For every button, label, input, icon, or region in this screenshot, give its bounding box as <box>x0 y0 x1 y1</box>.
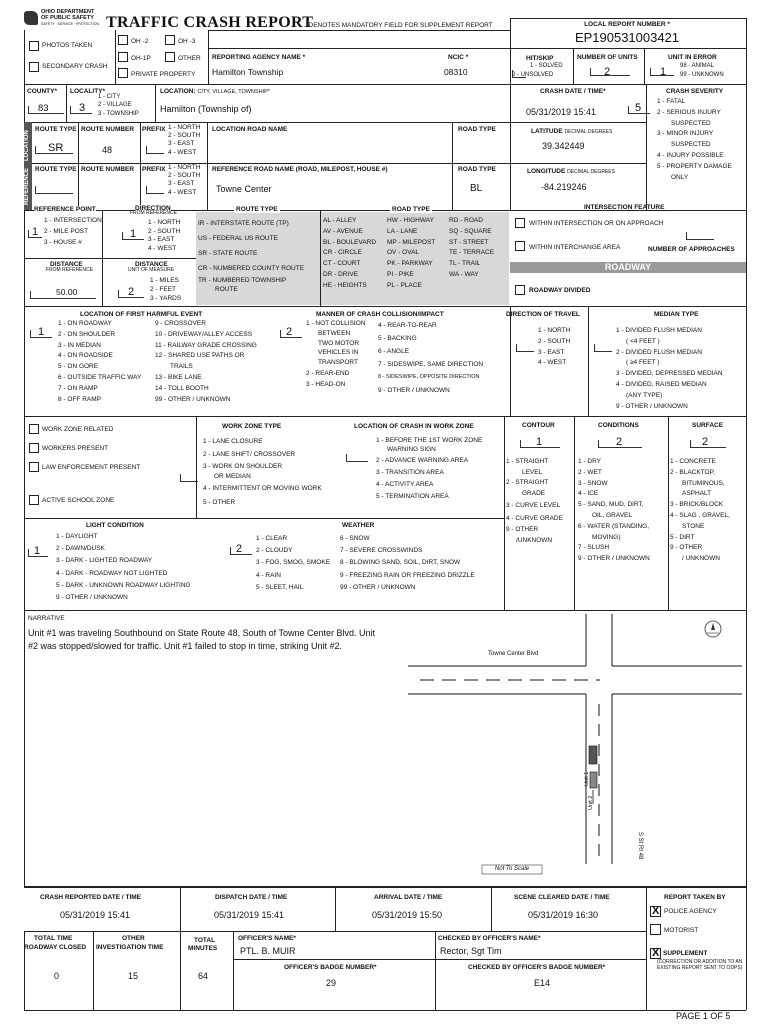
local-report-number-label: LOCAL REPORT NUMBER * <box>584 21 670 28</box>
cleared-label: SCENE CLEARED DATE / TIME <box>514 894 610 901</box>
location-label: LOCATION: CITY, VILLAGE, TOWNSHIP* <box>160 88 270 95</box>
weather-col2: 6 - SNOW 7 - SEVERE CROSSWINDS 8 - BLOWING SAND, SOIL, DIRT, SNOW 9 - FREEZING RAIN OR FREEZING DRIZZLE 99 - OTHER / UNKNOWN <box>340 535 475 591</box>
page-title: TRAFFIC CRASH REPORT <box>106 14 314 31</box>
contour-label: CONTOUR <box>522 422 555 429</box>
road-name-label: LOCATION ROAD NAME <box>212 126 288 133</box>
distance-unit-label: DISTANCE <box>135 261 168 268</box>
road-type-col1: AL - ALLEY AV - AVENUE BL - BOULEVARD CR - CIRCLE CT - COURT DR - DRIVE HE - HEIGHTS <box>323 217 377 289</box>
location-in-work-zone-label: LOCATION OF CRASH IN WORK ZONE <box>354 423 474 430</box>
locality-opt1: 1 - CITY <box>98 94 121 100</box>
active-school-zone-label: ACTIVE SCHOOL ZONE <box>42 497 115 504</box>
conditions-label: CONDITIONS <box>598 422 639 429</box>
roadway-divided-checkbox[interactable] <box>515 285 525 295</box>
motorist-checkbox[interactable] <box>650 924 661 935</box>
prefix-options: 1 - NORTH 2 - SOUTH 3 - EAST 4 - WEST <box>168 124 201 156</box>
prefix-label: PREFIX <box>142 126 166 133</box>
total-minutes-value[interactable]: 64 <box>198 971 209 981</box>
manner-col1: 1 - NOT COLLISION BETWEEN TWO MOTOR VEHICLES IN TRANSPORT 2 - REAR-END 3 - HEAD-ON <box>306 320 366 388</box>
manner-value[interactable]: 2 <box>286 326 293 338</box>
north-arrow-icon <box>705 621 721 637</box>
work-zone-type-label: WORK ZONE TYPE <box>222 423 282 430</box>
law-enforcement-label: LAW ENFORCEMENT PRESENT <box>42 464 141 471</box>
secondary-crash-label: SECONDARY CRASH <box>42 63 108 70</box>
distance-value[interactable]: 50.00 <box>56 287 78 297</box>
road-type-label: ROAD TYPE <box>458 126 496 133</box>
minutes-label: MINUTES <box>188 945 218 952</box>
other-label: OTHER <box>122 935 145 942</box>
harmful-col2: 9 - CROSSOVER 10 - DRIVEWAY/ALLEY ACCESS 11 - RAILWAY GRADE CROSSING 12 - SHARED USE PATHS OR TRAILS 13 - BIKE LANE 14 - TOLL BOOTH 99 - OTHER / UNKNOWN <box>155 320 257 403</box>
weather-value[interactable]: 2 <box>236 543 243 555</box>
route-type-options: IR - INTERSTATE ROUTE (TP) US - FEDERAL US ROUTE SR - STATE ROUTE CR - NUMBERED COUNTY ROUTE TR - NUMBERED TOWNSHIP ROUTE <box>198 220 305 293</box>
investigation-time-value[interactable]: 15 <box>128 971 139 981</box>
checked-badge-label: CHECKED BY OFFICER'S BADGE NUMBER* <box>468 964 606 971</box>
ncic-value[interactable]: 08310 <box>444 67 468 77</box>
within-intersection-label: WITHIN INTERSECTION OR ON APPROACH <box>529 220 664 227</box>
light-condition-label: LIGHT CONDITION <box>86 522 144 529</box>
narrative-label: NARRATIVE <box>28 615 65 622</box>
unit-error-opt2: 99 - UNKNOWN <box>680 72 724 78</box>
ref-point-options: 1 - INTERSECTION 2 - MILE POST 3 - HOUSE # <box>44 217 102 246</box>
logo-line3: SAFETY · SERVICE · PROTECTION <box>41 22 100 26</box>
location-in-work-zone-options: 1 - BEFORE THE 1ST WORK ZONE WARNING SIGN 2 - ADVANCE WARNING AREA 3 - TRANSITION AREA 4 - ACTIVITY AREA 5 - TERMINATION AREA <box>376 437 483 500</box>
ohio-shape-icon <box>24 11 38 25</box>
cleared-value[interactable]: 05/31/2019 16:30 <box>528 910 599 920</box>
investigation-time-label: INVESTIGATION TIME <box>96 944 164 951</box>
distance-unit-options: 1 - MILES 2 - FEET 3 - YARDS <box>150 277 182 302</box>
checked-by-label: CHECKED BY OFFICER'S NAME* <box>438 935 541 942</box>
private-property-label: PRIVATE PROPERTY <box>131 71 196 78</box>
law-enforcement-checkbox[interactable] <box>29 462 39 472</box>
distance-unit-sub: UNIT OF MEASURE <box>128 267 175 273</box>
mandatory-note: *DENOTES MANDATORY FIELD FOR SUPPLEMENT REPORT <box>306 22 493 29</box>
side-reference-label: REFERENCE <box>24 167 30 205</box>
logo-line2: OF PUBLIC SAFETY <box>41 15 94 21</box>
work-zone-type-options: 1 - LANE CLOSURE 2 - LANE SHIFT/ CROSSOVER 3 - WORK ON SHOULDER OR MEDIAN 4 - INTERMITTENT OR MOVING WORK 5 - OTHER <box>203 438 322 506</box>
photos-taken-checkbox[interactable] <box>29 41 39 51</box>
direction-value[interactable]: 1 <box>130 228 137 240</box>
location-value[interactable]: Hamilton (Township of) <box>160 104 252 114</box>
reporting-agency-label: REPORTING AGENCY NAME * <box>212 54 306 61</box>
arrival-value[interactable]: 05/31/2019 15:50 <box>372 910 443 920</box>
workers-present-label: WORKERS PRESENT <box>42 445 109 452</box>
narrative-text[interactable]: Unit #1 was traveling Southbound on State Route 48, South of Towne Center Blvd. Unit #2 was stopped/slowed for traffic. Unit #1 failed to stop in time, striking Unit #2. <box>28 628 376 651</box>
work-zone-related-label: WORK ZONE RELATED <box>42 426 114 433</box>
oh1p-checkbox[interactable] <box>118 52 128 62</box>
longitude-label: LONGITUDE DECIMAL DEGREES <box>527 168 615 175</box>
reporting-agency-value[interactable]: Hamilton Township <box>212 67 284 77</box>
crash-date-value[interactable]: 05/31/2019 15:41 <box>526 107 597 117</box>
ref-prefix-options: 1 - NORTH 2 - SOUTH 3 - EAST 4 - WEST <box>168 164 201 196</box>
ref-road-type-table-label: ROAD TYPE <box>392 206 430 213</box>
within-interchange-checkbox[interactable] <box>515 241 525 251</box>
ref-point-label: REFERENCE POINT <box>34 206 96 213</box>
travel-options: 1 - NORTH 2 - SOUTH 3 - EAST 4 - WEST <box>538 327 571 367</box>
reported-label: CRASH REPORTED DATE / TIME <box>40 894 141 901</box>
roadway-divided-label: ROADWAY DIVIDED <box>529 287 591 294</box>
severity-options: 1 - FATAL 2 - SERIOUS INJURY SUSPECTED 3 - MINOR INJURY SUSPECTED 4 - INJURY POSSIBLE 5 - PROPERTY DAMAGE ONLY <box>657 98 732 181</box>
weather-col1: 1 - CLEAR 2 - CLOUDY 3 - FOG, SMOG, SMOKE 4 - RAIN 5 - SLEET, HAIL <box>256 535 331 591</box>
not-to-scale-label: Not To Scale <box>494 866 530 872</box>
harmful-event-label: LOCATION OF FIRST HARMFUL EVENT <box>80 311 203 318</box>
weather-label: WEATHER <box>342 522 375 529</box>
surface-options: 1 - CONCRETE 2 - BLACKTOP, BITUMINOUS, ASPHALT 3 - BRICK/BLOCK 4 - SLAG , GRAVEL, STONE 5 - DIRT 9 - OTHER / UNKNOWN <box>670 458 730 563</box>
officer-name-label: OFFICER'S NAME* <box>238 935 296 942</box>
police-agency-label: POLICE AGENCY <box>664 908 717 915</box>
checked-by-value[interactable]: Rector, Sgt Tim <box>440 946 502 956</box>
oh2-label: OH -2 <box>131 38 149 45</box>
workers-present-checkbox[interactable] <box>29 443 39 453</box>
dispatch-label: DISPATCH DATE / TIME <box>215 894 288 901</box>
total-time-label: TOTAL TIME <box>34 935 73 942</box>
distance-unit-value[interactable]: 2 <box>128 286 135 298</box>
arrival-label: ARRIVAL DATE / TIME <box>374 894 443 901</box>
page-number: PAGE 1 OF 5 <box>676 1011 731 1021</box>
unit-error-value[interactable]: 1 <box>660 66 667 78</box>
checked-badge-value[interactable]: E14 <box>534 978 551 988</box>
units-label: NUMBER OF UNITS <box>577 54 638 61</box>
ref-route-number-label: ROUTE NUMBER <box>81 166 135 173</box>
direction-of-travel-label: DIRECTION OF TRAVEL <box>506 311 580 318</box>
road-type-col2: HW - HIGHWAY LA - LANE MP - MILEPOST OV - OVAL PK - PARKWAY PI - PIKE PL - PLACE <box>387 217 436 289</box>
dispatch-value[interactable]: 05/31/2019 15:41 <box>214 910 285 920</box>
manner-col2: 4 - REAR-TO-REAR 5 - BACKING 6 - ANGLE 7 - SIDESWIPE, SAME DIRECTION 8 - SIDESWIPE, OPPOSITE DIRECTION 9 - OTHER / UNKNOWN <box>378 322 484 394</box>
roadway-header: ROADWAY <box>510 262 746 273</box>
hitskip-label: HIT/SKIP <box>526 55 554 62</box>
unit-1-vehicle-icon <box>589 746 597 764</box>
severity-value[interactable]: 5 <box>635 102 642 114</box>
local-report-number: EP190531003421 <box>574 30 680 45</box>
ref-prefix-label: PREFIX <box>142 166 166 173</box>
unit-error-opt1: 98 - ANIMAL <box>680 63 715 69</box>
ref-road-type-label: ROAD TYPE <box>458 166 496 173</box>
ref-route-type-label: ROUTE TYPE <box>35 166 77 173</box>
ref-road-type-value[interactable]: BL <box>470 183 483 194</box>
county-value[interactable]: 83 <box>38 103 49 114</box>
private-property-checkbox[interactable] <box>118 68 128 78</box>
diagram-unit2-label: Unit 2 <box>588 795 594 810</box>
within-intersection-checkbox[interactable] <box>515 218 525 228</box>
latitude-value[interactable]: 39.342449 <box>542 141 585 151</box>
secondary-crash-checkbox[interactable] <box>29 62 39 72</box>
longitude-value[interactable]: -84.219246 <box>541 182 587 192</box>
contour-value[interactable]: 1 <box>536 436 543 448</box>
route-number-label: ROUTE NUMBER <box>81 126 135 133</box>
oh3-checkbox[interactable] <box>165 35 175 45</box>
report-taken-label: REPORT TAKEN BY <box>664 894 726 901</box>
within-interchange-label: WITHIN INTERCHANGE AREA <box>529 244 621 251</box>
locality-label: LOCALITY* <box>70 88 106 95</box>
route-number-value[interactable]: 48 <box>102 145 113 155</box>
badge-value[interactable]: 29 <box>326 978 337 988</box>
diagram-road-label: Towne Center Blvd <box>488 651 539 657</box>
ncic-label: NCIC * <box>448 54 469 61</box>
crash-diagram <box>380 614 742 884</box>
supplement-x-mark: X <box>652 947 660 959</box>
diagram-unit1-label: Unit 1 <box>584 771 590 786</box>
harmful-col1: 1 - ON ROADWAY 2 - ON SHOULDER 3 - IN MEDIAN 4 - ON ROADSIDE 5 - ON GORE 6 - OUTSIDE TRAFFIC WAY 7 - ON RAMP 8 - OFF RAMP <box>58 320 142 403</box>
oh1p-label: OH-1P <box>131 55 151 62</box>
hitskip-opt2: 2 - UNSOLVED <box>512 72 554 78</box>
conditions-options: 1 - DRY 2 - WET 3 - SNOW 4 - ICE 5 - SAND, MUD, DIRT, OIL, GRAVEL 6 - WATER (STANDING, MOVING) 7 - SLUSH 9 - OTHER / UNKNOWN <box>578 458 650 563</box>
ref-road-name-value[interactable]: Towne Center <box>216 184 272 194</box>
motorist-label: MOTORIST <box>664 927 699 934</box>
locality-opt3: 3 - TOWNSHIP <box>98 111 139 117</box>
roadway-closed-value[interactable]: 0 <box>54 971 60 981</box>
diagram-roads <box>408 614 742 864</box>
reported-value[interactable]: 05/31/2019 15:41 <box>60 910 131 920</box>
side-location-label: LOCATION <box>24 130 30 162</box>
conditions-value[interactable]: 2 <box>616 436 623 448</box>
severity-label: CRASH SEVERITY <box>666 88 724 95</box>
intersection-feature-label: INTERSECTION FEATURE <box>584 204 665 211</box>
route-type-value[interactable]: SR <box>48 142 64 154</box>
total-label: TOTAL <box>194 937 216 944</box>
supplement-note: (CORRECTION OR ADDITION TO AN EXISTING REPORT SENT TO ODPS) <box>657 959 743 971</box>
active-school-zone-checkbox[interactable] <box>29 495 39 505</box>
odps-logo <box>24 9 106 29</box>
other-checkbox[interactable] <box>165 52 175 62</box>
police-agency-x-mark: X <box>652 905 660 917</box>
manner-label: MANNER OF CRASH COLLISION/IMPACT <box>316 311 444 318</box>
median-options: 1 - DIVIDED FLUSH MEDIAN ( <4 FEET ) 2 - DIVIDED FLUSH MEDIAN ( ≥4 FEET ) 3 - DIVIDED, DEPRESSED MEDIAN 4 - DIVIDED, RAISED MEDIAN (ANY TYPE) 9 - OTHER / UNKNOWN <box>616 327 723 410</box>
surface-label: SURFACE <box>692 422 724 429</box>
logo-line1: OHIO DEPARTMENT <box>41 9 95 15</box>
photos-taken-label: PHOTOS TAKEN <box>42 42 93 49</box>
num-approaches-label: NUMBER OF APPROACHES <box>648 246 735 253</box>
latitude-label: LATITUDE DECIMAL DEGREES <box>531 128 613 135</box>
oh2-checkbox[interactable] <box>118 35 128 45</box>
route-type-label: ROUTE TYPE <box>35 126 77 133</box>
direction-options: 1 - NORTH 2 - SOUTH 3 - EAST 4 - WEST <box>148 219 181 252</box>
distance-sub: FROM REFERENCE <box>46 267 93 273</box>
other-label: OTHER <box>178 55 201 62</box>
ref-route-type-table-label: ROUTE TYPE <box>236 206 278 213</box>
diagram-sr-label: S St Rt 48 <box>637 832 643 860</box>
unit-error-label: UNIT IN ERROR <box>668 54 717 61</box>
road-type-col3: RD - ROAD SQ - SQUARE ST - STREET TE - TERRACE TL - TRAIL WA - WAY <box>449 217 495 278</box>
work-zone-related-checkbox[interactable] <box>29 424 39 434</box>
police-agency-checkbox[interactable] <box>650 906 661 917</box>
ref-road-name-label: REFERENCE ROAD NAME (ROAD, MILEPOST, HOUSE #) <box>212 166 388 173</box>
supplement-checkbox[interactable] <box>650 948 661 959</box>
supplement-label: SUPPLEMENT <box>663 950 708 957</box>
harmful-event-value[interactable]: 1 <box>38 326 45 338</box>
crash-date-label: CRASH DATE / TIME* <box>540 88 606 95</box>
roadway-closed-label: ROADWAY CLOSED <box>24 944 87 951</box>
oh3-label: OH -3 <box>178 38 196 45</box>
median-type-label: MEDIAN TYPE <box>654 311 699 318</box>
hitskip-opt1: 1 - SOLVED <box>530 63 563 69</box>
surface-value[interactable]: 2 <box>702 436 709 448</box>
units-value[interactable]: 2 <box>604 66 611 78</box>
officer-name-value[interactable]: PTL. B. MUIR <box>240 946 296 956</box>
locality-value[interactable]: 3 <box>79 102 86 114</box>
ref-point-value[interactable]: 1 <box>32 226 39 238</box>
contour-options: 1 - STRAIGHT LEVEL 2 - STRAIGHT GRADE 3 - CURVE LEVEL 4 - CURVE GRADE 9 - OTHER /UNKNOWN <box>506 458 563 544</box>
light-options: 1 - DAYLIGHT 2 - DAWN/DUSK 3 - DARK - LIGHTED ROADWAY 4 - DARK - ROADWAY NOT LIGHTED 5 - DARK - UNKNOWN ROADWAY LIGHTING 9 - OTHER / UNKNOWN <box>56 533 191 601</box>
county-label: COUNTY* <box>27 88 57 95</box>
light-condition-value[interactable]: 1 <box>34 545 41 557</box>
direction-label: DIRECTION <box>135 205 171 212</box>
direction-sub: FROM REFERENCE <box>130 210 177 216</box>
badge-label: OFFICER'S BADGE NUMBER* <box>284 964 377 971</box>
locality-opt2: 2 - VILLAGE <box>98 102 132 108</box>
distance-label: DISTANCE <box>50 261 83 268</box>
